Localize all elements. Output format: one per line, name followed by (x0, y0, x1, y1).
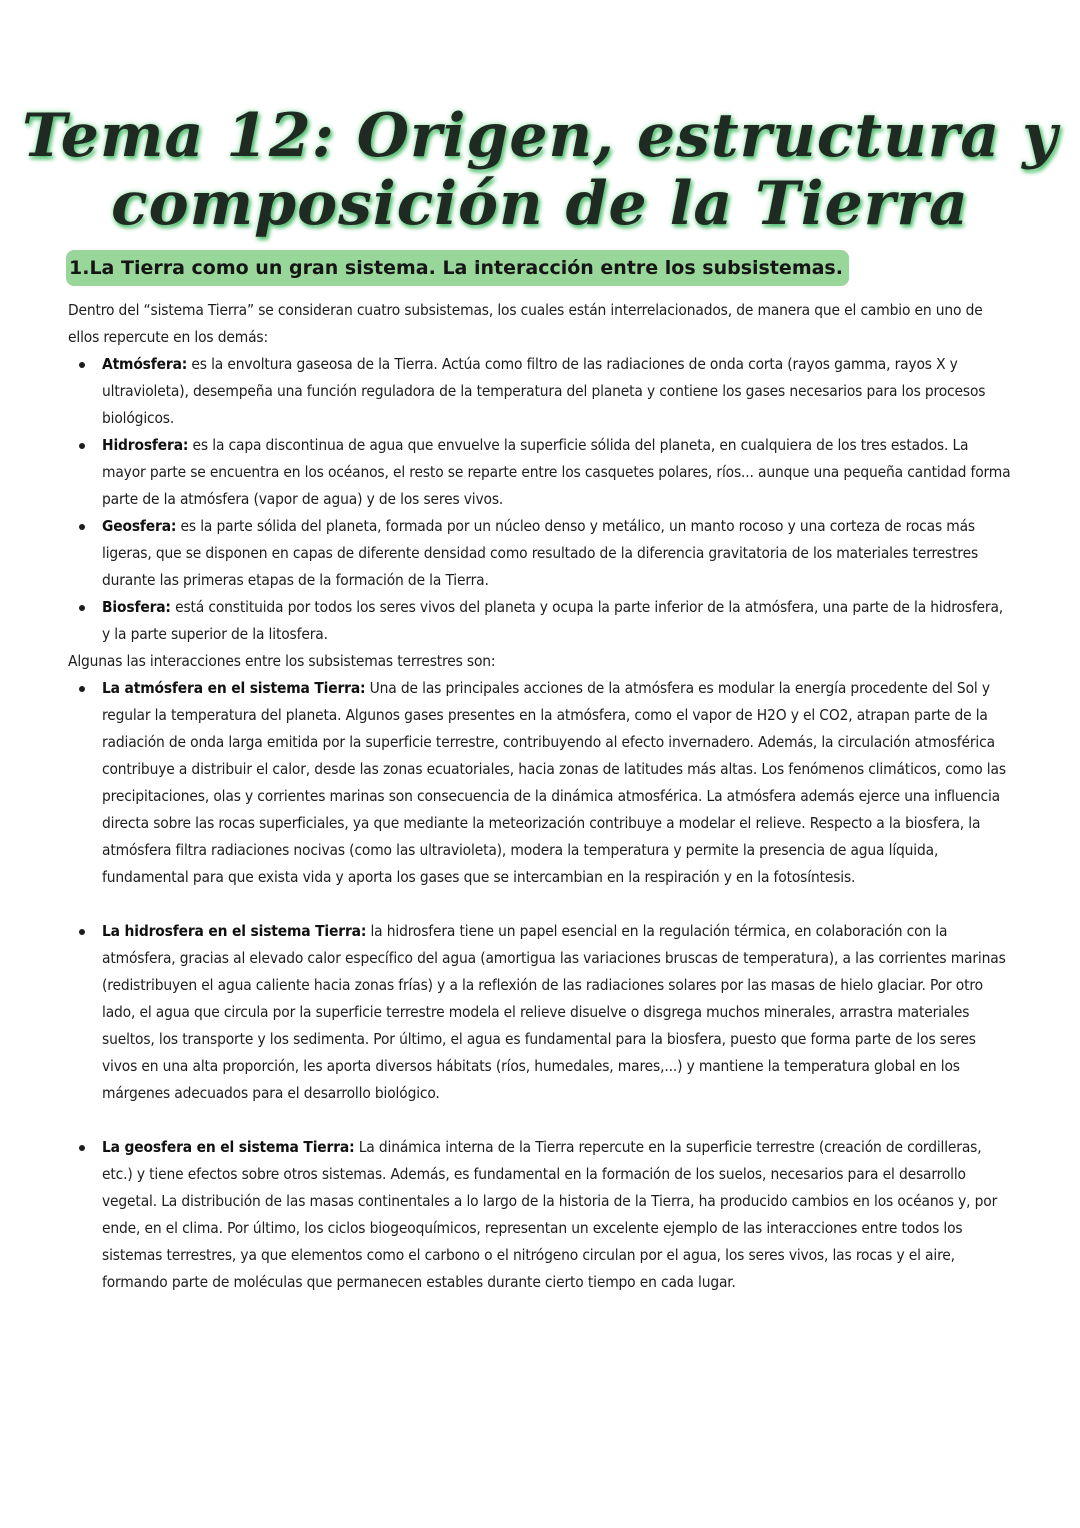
term-label: Geosfera: (102, 517, 177, 535)
page-title-line-2: composición de la Tierra (111, 169, 969, 240)
term-label: La geosfera en el sistema Tierra: (102, 1138, 355, 1156)
term-label: La hidrosfera en el sistema Tierra: (102, 922, 367, 940)
term-label: La atmósfera en el sistema Tierra: (102, 679, 366, 697)
section-heading: 1.La Tierra como un gran sistema. La interacción entre los subsistemas. (66, 250, 849, 286)
page-title-line-1: Tema 12: Origen, estructura y (22, 101, 1058, 172)
section-content (68, 297, 1013, 1296)
term-description: es la capa discontinua de agua que envuelve la superficie sólida del planeta, en cualquiera de los tres estados. La mayor parte se encuentra en los océanos, el resto se reparte entre los casquetes polares, ríos... aunque una pequeña cantidad forma parte de la atmósfera (vapor de agua) y de los seres vivos. (102, 436, 1011, 508)
term-label: Hidrosfera: (102, 436, 189, 454)
list-item-hidrosfera (68, 432, 1013, 513)
term-description: La dinámica interna de la Tierra repercute en la superficie terrestre (creación de cordilleras, etc.) y tiene efectos sobre otros sistemas. Además, es fundamental en la formación de los suelos, necesarios para el desarrollo vegetal. La distribución de las masas continentales a lo largo de la historia de la Tierra, ha producido cambios en los océanos y, por ende, en el clima. Por último, los ciclos biogeoquímicos, representan un excelente ejemplo de las interacciones entre todos los sistemas terrestres, ya que elementos como el carbono o el nitrógeno circulan por el agua, los seres vivos, las rocas y el aire, formando parte de moléculas que permanecen estables durante cierto tiempo en cada lugar. (102, 1138, 998, 1291)
bullet-icon (79, 929, 85, 935)
list-item-geosfera (68, 513, 1013, 594)
list-item-biosfera (68, 594, 1013, 648)
bullet-icon (79, 1145, 85, 1151)
term-description: es la envoltura gaseosa de la Tierra. Actúa como filtro de las radiaciones de onda corta (rayos gamma, rayos X y ultravioleta), desempeña una función reguladora de la temperatura del planeta y contiene los gases necesarios para los procesos biológicos. (102, 355, 986, 427)
bullet-icon (79, 524, 85, 530)
bullet-icon (79, 605, 85, 611)
subsystems-list (68, 351, 1013, 648)
term-description: la hidrosfera tiene un papel esencial en la regulación térmica, en colaboración con la atmósfera, gracias al elevado calor específico del agua (amortigua las variaciones bruscas de temperatura), a las corrientes marinas (redistribuyen el agua caliente hacia zonas frías) y a la reflexión de las radiaciones solares por las masas de hielo glaciar. Por otro lado, el agua que circula por la superficie terrestre modela el relieve disuelve o disgrega muchos minerales, arrastra materiales sueltos, los transporte y los sedimenta. Por último, el agua es fundamental para la biosfera, puesto que forma parte de los seres vivos en una alta proporción, les aporta diversos hábitats (ríos, humedales, mares,...) y mantiene la temperatura global en los márgenes adecuados para el desarrollo biológico. (102, 922, 1006, 1102)
list-item-geosfera-sistema (68, 1134, 1013, 1296)
term-description: está constituida por todos los seres vivos del planeta y ocupa la parte inferior de la atmósfera, una parte de la hidrosfera, y la parte superior de la litosfera. (102, 598, 1004, 643)
list-item-hidrosfera-sistema (68, 918, 1013, 1107)
bullet-icon (79, 362, 85, 368)
intro-paragraph: Dentro del “sistema Tierra” se consideran cuatro subsistemas, los cuales están interrelacionados, de manera que el cambio en uno de ellos repercute en los demás: (68, 301, 983, 346)
bullet-icon (79, 686, 85, 692)
term-description: Una de las principales acciones de la atmósfera es modular la energía procedente del Sol y regular la temperatura del planeta. Algunos gases presentes en la atmósfera, como el vapor de H2O y el CO2, atrapan parte de la radiación de onda larga emitida por la superficie terrestre, contribuyendo al efecto invernadero. Además, la circulación atmosférica contribuye a distribuir el calor, desde las zonas ecuatoriales, hacia zonas de latitudes más altas. Los fenómenos climáticos, como las precipitaciones, olas y corrientes marinas son consecuencia de la dinámica atmosférica. La atmósfera además ejerce una influencia directa sobre las rocas superficiales, ya que mediante la meteorización contribuye a modelar el relieve. Respecto a la biosfera, la atmósfera filtra radiaciones nocivas (como las ultravioleta), modera la temperatura y permite la presencia de agua líquida, fundamental para que exista vida y aporta los gases que se intercambian en la respiración y en la fotosíntesis. (102, 679, 1006, 886)
list-item-atmosfera (68, 351, 1013, 432)
bullet-icon (79, 443, 85, 449)
term-label: Biosfera: (102, 598, 171, 616)
page-title (0, 102, 1080, 238)
term-description: es la parte sólida del planeta, formada por un núcleo denso y metálico, un manto rocoso y una corteza de rocas más ligeras, que se disponen en capas de diferente densidad como resultado de la diferencia gravitatoria de los materiales terrestres durante las primeras etapas de la formación de la Tierra. (102, 517, 979, 589)
list-item-atmosfera-sistema (68, 675, 1013, 891)
interactions-list (68, 675, 1013, 1296)
term-label: Atmósfera: (102, 355, 188, 373)
interactions-intro: Algunas las interacciones entre los subsistemas terrestres son: (68, 652, 496, 670)
